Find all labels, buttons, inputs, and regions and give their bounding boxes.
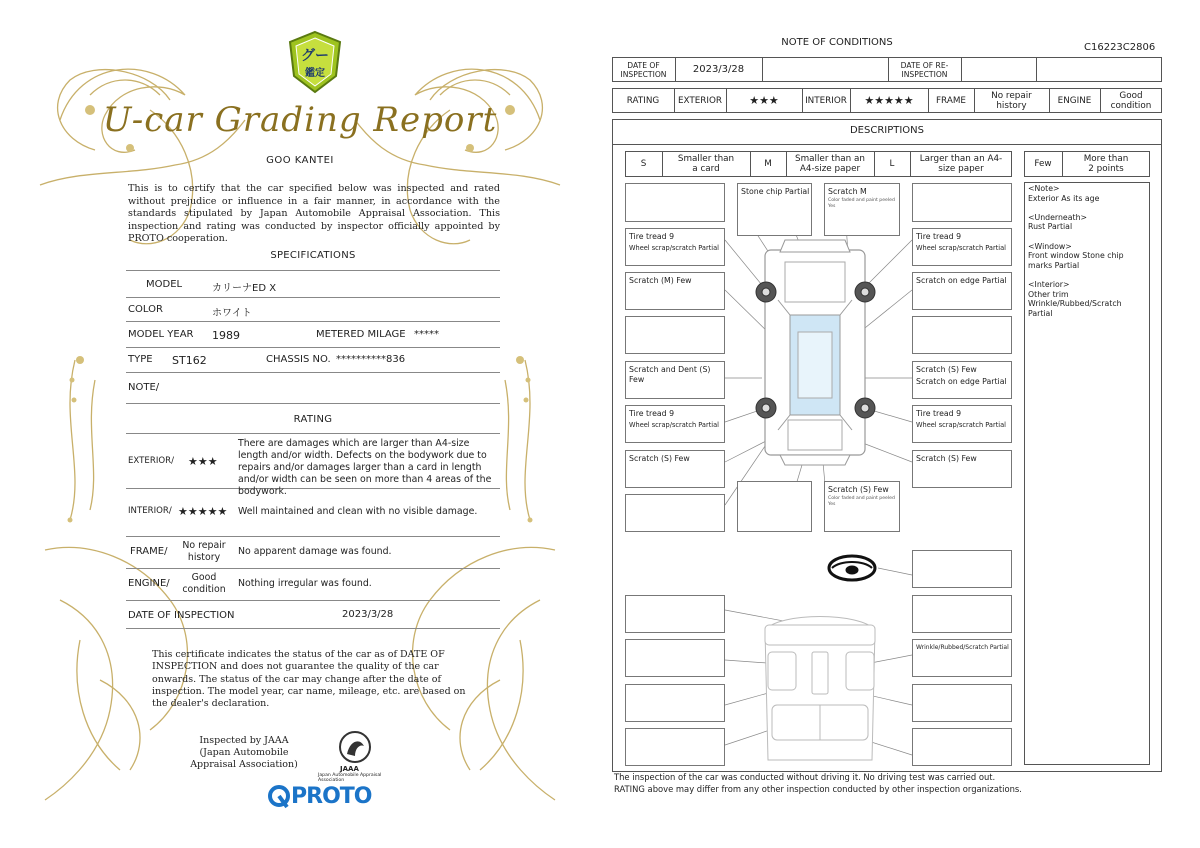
side-note-line: <Underneath> [1028, 212, 1088, 222]
desc-box-interior-right-1 [912, 595, 1012, 633]
stone-chip-text: Stone chip Partial [741, 187, 810, 196]
engine-description: Nothing irregular was found. [238, 578, 372, 589]
color-value: ホワイト [212, 308, 252, 319]
mileage-label: METERED MILAGE [316, 329, 406, 340]
side-note-line: Partial [1028, 308, 1053, 318]
desc-box-interior-right-2 [912, 639, 1012, 677]
legend-m: M [764, 159, 772, 169]
descriptions-heading: DESCRIPTIONS [849, 125, 925, 136]
model-label: MODEL [146, 279, 183, 290]
car-interior-icon [765, 617, 875, 761]
desc-box-left-5 [625, 361, 725, 399]
exterior-label: EXTERIOR [677, 95, 723, 106]
color-faded-subtext: Color faded and paint peeled Yes [828, 496, 895, 507]
goo-kantei-badge-icon [286, 30, 344, 96]
rating-heading: RATING [293, 414, 333, 425]
chassis-value: **********836 [336, 354, 406, 365]
rating-row-exterior [126, 433, 500, 497]
svg-text:鑑定: 鑑定 [305, 68, 325, 79]
date-of-inspection-value: 2023/3/28 [692, 63, 745, 75]
specifications-heading: SPECIFICATIONS [270, 250, 356, 261]
scratch-m-text: Scratch M [828, 187, 867, 196]
exterior-stars: ★★★ [188, 455, 218, 468]
date-of-inspection-label: DATE OF INSPECTION [128, 610, 235, 621]
rating-row-date [126, 601, 500, 629]
tire-tread-text: Tire tread 9 [629, 409, 675, 418]
scratch-text: Scratch (S) Few [916, 454, 977, 463]
type-label: TYPE [128, 354, 153, 365]
side-note-line: <Interior> [1028, 279, 1070, 289]
tire-tread-text: Tire tread 9 [916, 409, 962, 418]
engine-value: Good condition [1110, 90, 1152, 111]
certification-text: This is to certify that the car specified below was inspected and rated without prejudice or influence in a fair manner, in accordance with the standards stipulated by Japan Automobile Appraisal Association. This inspection and rating was conducted by inspector officially appointed by PROTO cooperation. [128, 183, 500, 244]
date-of-inspection-label: DATE OF INSPECTION [620, 60, 667, 79]
wheel-scrap-text: Wheel scrap/scratch Partial [629, 421, 719, 429]
tire-tread-text: Tire tread 9 [629, 232, 675, 241]
side-note-line: <Window> [1028, 241, 1072, 251]
desc-box-left-4 [625, 316, 725, 354]
engine-label: ENGINE [1057, 95, 1092, 106]
legend-few: Few [1034, 159, 1052, 169]
proto-logo-icon [268, 785, 290, 809]
rating-label: RATING [626, 95, 660, 106]
desc-box-interior-right-4 [912, 728, 1012, 766]
engine-value: Good condition [182, 572, 226, 595]
scratch-text: Scratch (M) Few [629, 276, 692, 285]
desc-box-right-4 [912, 316, 1012, 354]
rating-row-interior [126, 488, 500, 537]
proto-logo-text: PROTO [291, 784, 372, 809]
desc-box-interior-left-3 [625, 684, 725, 722]
interior-stars: ★★★★★ [178, 505, 228, 518]
scratch-text: Scratch (S) Few [629, 454, 690, 463]
exterior-stars: ★★★ [749, 93, 779, 107]
desc-box-right-1 [912, 183, 1012, 222]
scratch-edge-text: Scratch on edge Partial [916, 377, 1007, 386]
svg-text:グー: グー [301, 48, 329, 64]
mileage-value: ***** [414, 329, 439, 340]
desc-box-right-3 [912, 272, 1012, 310]
tire-tread-text: Tire tread 9 [916, 232, 962, 241]
side-note-line: Other trim [1028, 289, 1069, 299]
desc-box-interior-left-4 [625, 728, 725, 766]
scratch-text: Scratch (S) Few [916, 365, 977, 374]
legend-few-desc: More than 2 points [1083, 154, 1129, 174]
frame-value: No repair history [182, 540, 226, 563]
desc-box-right-6 [912, 405, 1012, 443]
spec-row-color [126, 297, 500, 322]
wheel-scrap-text: Wheel scrap/scratch Partial [916, 421, 1006, 429]
desc-box-left-8 [625, 494, 725, 532]
type-value: ST162 [172, 354, 207, 367]
rating-row-engine [126, 569, 500, 601]
note-title: NOTE OF CONDITIONS [781, 37, 893, 48]
exterior-description: There are damages which are larger than A4-size length and/or width. Defects on the bodywork due to repairs and/or damages larger than a card in length and/or width can be seen on more than 4 areas of the bodywork. [238, 438, 492, 497]
legend-l: L [889, 159, 895, 169]
wrinkle-text: Wrinkle/Rubbed/Scratch Partial [916, 644, 1009, 651]
legend-s-desc: Smaller than a card [677, 154, 735, 174]
desc-box-left-7 [625, 450, 725, 488]
document-id: C16223C2806 [1084, 42, 1156, 53]
interior-label: INTERIOR/ [128, 506, 172, 516]
jaaa-subtitle: Japan Automobile Appraisal Association [318, 773, 382, 783]
desc-box-interior-left-2 [625, 639, 725, 677]
scratch-text: Scratch (S) Few [828, 485, 889, 494]
desc-box-steering [912, 550, 1012, 588]
note-of-conditions [600, 0, 1200, 848]
desc-box-left-2 [625, 228, 725, 266]
car-top-view-icon [765, 240, 865, 465]
rating-row-frame [126, 537, 500, 569]
desc-box-bottom-center-right [824, 481, 900, 532]
frame-description: No apparent damage was found. [238, 546, 392, 557]
side-note-line: Rust Partial [1028, 222, 1073, 232]
engine-label: ENGINE/ [128, 578, 170, 589]
model-year-label: MODEL YEAR [128, 329, 194, 340]
side-note-line: Wrinkle/Rubbed/Scratch [1028, 299, 1122, 309]
color-label: COLOR [128, 304, 163, 315]
footer-note-2: RATING above may differ from any other inspection conducted by other inspection organizations. [614, 784, 1022, 794]
desc-box-top-center-right [824, 183, 900, 236]
report-title: U-car Grading Report [102, 100, 498, 140]
jaaa-logo-icon [338, 730, 372, 764]
desc-box-left-6 [625, 405, 725, 443]
frame-value: No repair history [991, 90, 1032, 111]
desc-box-top-center-left [737, 183, 812, 236]
spec-row-year [126, 322, 500, 348]
desc-box-interior-left-1 [625, 595, 725, 633]
interior-description: Well maintained and clean with no visible damage. [238, 506, 478, 517]
date-of-reinspection-label: DATE OF RE-INSPECTION [900, 60, 949, 79]
frame-label: FRAME [936, 95, 966, 106]
legend-l-desc: Larger than an A4-size paper [919, 154, 1003, 174]
scratch-dent-text: Scratch and Dent (S) Few [629, 365, 711, 384]
desc-box-right-5 [912, 361, 1012, 399]
scratch-m-subtext: Color faded and paint peeled Yes [828, 198, 895, 209]
legend-m-desc: Smaller than an A4-size paper [794, 154, 865, 174]
model-value: カリーナED X [212, 283, 277, 294]
desc-box-right-7 [912, 450, 1012, 488]
model-year-value: 1989 [212, 329, 240, 342]
desc-box-left-1 [625, 183, 725, 222]
inspected-by: Inspected by JAAA (Japan Automobile Appraisal Association) [190, 735, 298, 770]
spec-row-model [126, 270, 500, 298]
desc-box-right-2 [912, 228, 1012, 266]
jaaa-label: JAAA [340, 765, 359, 773]
desc-box-bottom-center-left [737, 481, 812, 532]
steering-wheel-icon [829, 556, 875, 580]
report-subtitle: GOO KANTEI [266, 155, 334, 166]
footer-note-1: The inspection of the car was conducted without driving it. No driving test was carried out. [614, 772, 996, 782]
closing-statement: This certificate indicates the status of the car as of DATE OF INSPECTION and does not guarantee the quality of the car onwards. The status of the car may change after the date of inspection. The model year, car name, mileage, etc. are based on the dealer's declaration. [152, 649, 466, 710]
side-note-line: Exterior As its age [1028, 193, 1100, 203]
interior-label: INTERIOR [805, 95, 847, 106]
wheel-scrap-text: Wheel scrap/scratch Partial [629, 244, 719, 252]
chassis-label: CHASSIS NO. [266, 354, 331, 365]
spec-row-note [126, 373, 500, 404]
desc-box-interior-right-3 [912, 684, 1012, 722]
wheel-scrap-text: Wheel scrap/scratch Partial [916, 244, 1006, 252]
interior-stars: ★★★★★ [864, 93, 914, 107]
date-of-inspection-value: 2023/3/28 [342, 609, 394, 620]
scratch-edge-text: Scratch on edge Partial [916, 276, 1007, 285]
exterior-label: EXTERIOR/ [128, 456, 174, 466]
side-note-line: Front window Stone chip marks Partial [1028, 251, 1124, 270]
side-note-line: <Note> [1028, 184, 1060, 193]
note-label: NOTE/ [128, 382, 160, 393]
desc-box-left-3 [625, 272, 725, 310]
spec-row-type [126, 348, 500, 373]
frame-label: FRAME/ [130, 546, 168, 557]
legend-s: S [640, 159, 647, 169]
